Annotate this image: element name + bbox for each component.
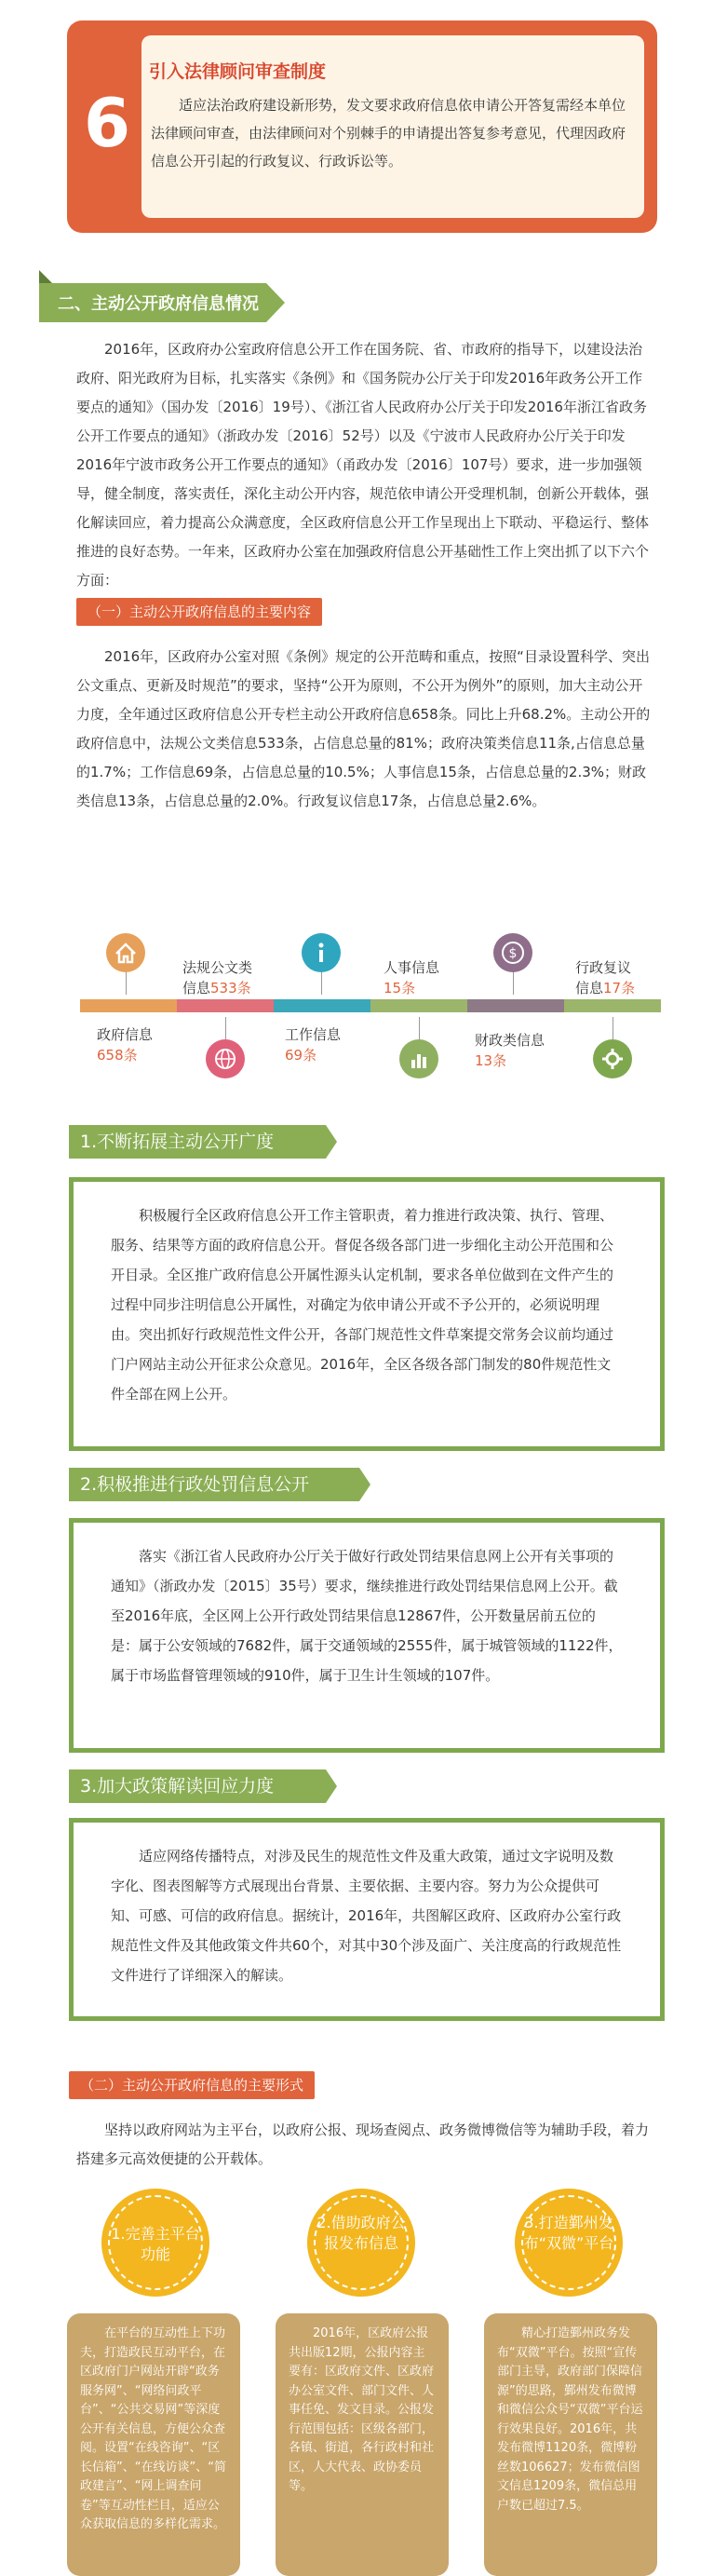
item3-heading-arrow <box>326 1769 337 1803</box>
connector <box>419 1017 420 1039</box>
form3-circle-label: 3.打造鄞州发布“双微”平台 <box>523 2214 614 2252</box>
card-6-number: 6 <box>83 84 131 162</box>
item3-text: 适应网络传播特点，对涉及民生的规范性文件及重大政策，通过文字说明及数字化、图表图解等方式展现出台背景、主要依据、主要内容。努力为公众提供可知、可感、可信的政府信息。据统计，2016年，共图解区政府、区政府办公室行政规范性文件及其他政策文件共60个，对其中30个涉及面广、关注度高的行政规范性文件进行了详细深入的解读。 <box>111 1848 622 1984</box>
connector <box>321 972 322 995</box>
home-icon <box>106 933 145 972</box>
subheading-main-forms: （二）主动公开政府信息的主要形式 <box>69 2071 315 2099</box>
subheading-main-content: （一）主动公开政府信息的主要内容 <box>76 598 322 626</box>
card-6-title: 引入法律顾问审查制度 <box>149 61 327 82</box>
form2-card <box>276 2313 449 2576</box>
form3-card <box>484 2313 657 2576</box>
item2-text: 落实《浙江省人民政府办公厅关于做好行政处罚结果信息网上公开有关事项的通知》（浙政办发〔2015〕35号）要求，继续推进行政处罚结果信息网上公开。截至2016年底，全区网上公开行政处罚结果信息12867件，公开数量居前五位的是：属于公安领域的7682件，属于交通领域的2555件，属于城管领域的1122件，属于市场监督管理领域的910件，属于卫生计生领域的107件。 <box>111 1548 623 1684</box>
info-icon <box>302 933 341 972</box>
segment-regulation <box>177 999 274 1012</box>
label-gov-info: 政府信息 658条 <box>97 1026 154 1064</box>
dollar-icon <box>493 933 532 972</box>
connector <box>513 972 514 995</box>
segment-finance <box>467 999 564 1012</box>
form1-circle-label: 1.完善主平台功能 <box>111 2225 200 2263</box>
globe-icon <box>206 1039 245 1078</box>
form1-card <box>67 2313 240 2576</box>
form2-circle <box>307 2189 415 2297</box>
section2-intro: 2016年，区政府办公室政府信息公开工作在国务院、省、市政府的指导下，以建设法治政府、阳光政府为目标，扎实落实《条例》和《国务院办公厅关于印发2016年政务公开工作要点的通知》（国办发〔2016〕19号）、《浙江省人民政府办公厅关于印发2016年浙江省政务公开工作要点的通知》（浙政办发〔2016〕52号）以及《宁波市人民政府办公厅关于印发2016年宁波市政务公开工作要点的通知》（甬政办发〔2016〕107号）要求，进一步加强领导，健全制度，落实责任，深化主动公开内容，规范依申请公开受理机制，创新公开载体，强化解读回应，着力提高公众满意度，全区政府信息公开工作呈现出上下联动、平稳运行、整体推进的良好态势。一年来，区政府办公室在加强政府信息公开基础性工作上突出抓了以下六个方面： <box>76 341 650 589</box>
connector <box>126 972 127 995</box>
item3-box <box>69 1818 665 2021</box>
form3-text: 精心打造鄞州政务发布“双微”平台。按照“宣传部门主导，政府部门保障信源”的思路，鄞州发布微博和微信公众号“双微”平台运行效果良好。2016年，共发布微博1120条，微博粉丝数106627；发布微信图文信息1209条，微信总用户数已超过7.5。 <box>497 2326 643 2513</box>
item1-text: 积极履行全区政府信息公开工作主管职责，着力推进行政决策、执行、管理、服务、结果等方面的政府信息公开。督促各级各部门进一步细化主动公开范围和公开目录。全区推广政府信息公开属性源头认定机制，要求各单位做到在文件产生的过程中同步注明信息公开属性，对确定为依申请公开或不予公开的，必须说明理由。突出抓好行政规范性文件公开，各部门规范性文件草案提交常务会议前均通过门户网站主动公开征求公众意见。2016年，全区各级各部门制发的80件规范性文件全部在网上公开。 <box>111 1207 614 1403</box>
form1-text: 在平台的互动性上下功夫，打造政民互动平台，在区政府门户网站开辟“政务服务网”、“网络问政平台”、“公共交易网”等深度公开有关信息，方便公众查阅。设置“在线咨询”、“区长信箱”、“在线访谈”、“简政建言”、“网上调查问卷”等互动性栏目，适应公众获取信息的多样化需求。 <box>80 2326 226 2531</box>
item3-heading: 3.加大政策解读回应力度 <box>69 1769 326 1803</box>
item2-box <box>69 1518 665 1753</box>
segment-work <box>274 999 370 1012</box>
segment-personnel <box>370 999 467 1012</box>
svg-text:$: $ <box>508 946 518 961</box>
label-review: 行政复议 信息17条 <box>575 959 636 997</box>
gear-icon <box>593 1039 632 1078</box>
label-work: 工作信息 69条 <box>285 1026 342 1064</box>
form2-circle-label: 2.借助政府公报发布信息 <box>316 2214 406 2252</box>
segment-review <box>564 999 661 1012</box>
connector <box>225 1017 226 1039</box>
item1-heading: 1.不断拓展主动公开广度 <box>69 1125 326 1159</box>
form1-circle <box>101 2189 209 2297</box>
item2-heading: 2.积极推进行政处罚信息公开 <box>69 1468 359 1501</box>
section2-title: 二、主动公开政府信息情况 <box>58 294 259 314</box>
segment-gov-info <box>80 999 177 1012</box>
label-finance: 财政类信息 13条 <box>475 1032 545 1069</box>
form2-text: 2016年，区政府公报共出版12期，公报内容主要有：区政府文件、区政府办公室文件、部门文件、人事任免、发文目录。公报发行范围包括：区级各部门，各镇、街道，各行政村和社区，人大代表、政协委员等。 <box>289 2326 435 2493</box>
sub2-text: 坚持以政府网站为主平台，以政府公报、现场查阅点、政务微博微信等为辅助手段，着力搭建多元高效便捷的公开载体。 <box>76 2122 650 2167</box>
banner-fold <box>39 270 52 283</box>
sub1-text: 2016年，区政府办公室对照《条例》规定的公开范畴和重点，按照“目录设置科学、突出公文重点、更新及时规范”的要求，坚持“公开为原则，不公开为例外”的原则，加大主动公开力度，全年通过区政府信息公开专栏主动公开政府信息658条。同比上升68.2%。主动公开的政府信息中，法规公文类信息533条，占信息总量的81%；政府决策类信息11条,占信息总量的1.7%；工作信息69条，占信息总量的10.5%；人事信息15条，占信息总量的2.3%；财政类信息13条，占信息总量的2.0%。行政复议信息17条，占信息总量2.6%。 <box>76 648 651 809</box>
label-personnel: 人事信息 15条 <box>384 959 440 997</box>
item1-box <box>69 1177 665 1451</box>
card-6-text: 适应法治政府建设新形势，发文要求政府信息依申请公开答复需经本单位法律顾问审查，由法律顾问对个别棘手的申请提出答复参考意见，代理因政府信息公开引起的行政复议、行政诉讼等。 <box>151 97 626 169</box>
banner-arrow <box>266 283 285 322</box>
item1-heading-arrow <box>326 1125 337 1159</box>
form3-circle <box>515 2189 623 2297</box>
item2-heading-arrow <box>359 1468 370 1501</box>
chart-icon <box>399 1039 438 1078</box>
label-regulation: 法规公文类 信息533条 <box>182 959 253 997</box>
